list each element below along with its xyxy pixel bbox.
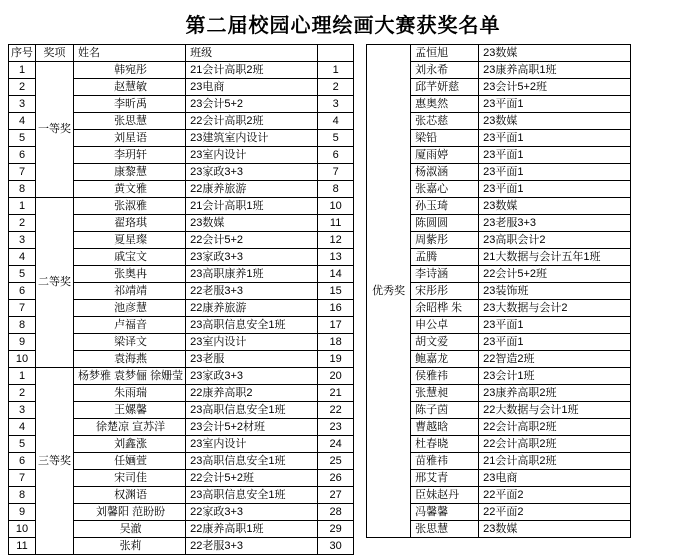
- cell-name: 刘永希: [411, 62, 479, 79]
- cell-class: 23建筑室内设计: [186, 130, 318, 147]
- cell-name: 梁译文: [74, 334, 186, 351]
- cell-class: 22会计高职2班: [479, 436, 631, 453]
- cell-name: 申公卓: [411, 317, 479, 334]
- cell-no: 1: [9, 62, 36, 79]
- cell-name: 孟腾: [411, 249, 479, 266]
- cell-name: 赵慧敏: [74, 79, 186, 96]
- cell-name: 臣妹赵丹: [411, 487, 479, 504]
- cell-name: 刘星语: [74, 130, 186, 147]
- cell-class: 23数媒: [479, 521, 631, 538]
- cell-name: 余昭桦 朱: [411, 300, 479, 317]
- cell-prize-category: 三等奖: [36, 368, 74, 555]
- cell-class: 23平面1: [479, 96, 631, 113]
- cell-class: 23数媒: [479, 45, 631, 62]
- cell-index: 2: [318, 79, 354, 96]
- cell-name: 池彦慧: [74, 300, 186, 317]
- cell-name: 张淑雅: [74, 198, 186, 215]
- cell-index: 16: [318, 300, 354, 317]
- cell-name: 张思慧: [411, 521, 479, 538]
- cell-name: 康黎慧: [74, 164, 186, 181]
- cell-name: 李玥轩: [74, 147, 186, 164]
- cell-no: 1: [9, 368, 36, 385]
- cell-no: 3: [9, 96, 36, 113]
- cell-name: 侯雅祎: [411, 368, 479, 385]
- cell-index: 22: [318, 402, 354, 419]
- cell-no: 3: [9, 232, 36, 249]
- cell-no: 10: [9, 521, 36, 538]
- cell-name: 惠奥然: [411, 96, 479, 113]
- cell-no: 5: [9, 436, 36, 453]
- cell-class: 23平面1: [479, 130, 631, 147]
- cell-name: 黄文雅: [74, 181, 186, 198]
- cell-name: 杨梦雅 袁梦俪 徐姗莹: [74, 368, 186, 385]
- cell-class: 23平面1: [479, 147, 631, 164]
- cell-class: 23老服: [186, 351, 318, 368]
- cell-index: 4: [318, 113, 354, 130]
- cell-class: 22康养旅游: [186, 181, 318, 198]
- cell-class: 23高职信息安全1班: [186, 402, 318, 419]
- cell-name: 刘馨阳 范盼盼: [74, 504, 186, 521]
- cell-no: 4: [9, 249, 36, 266]
- cell-name: 冯馨馨: [411, 504, 479, 521]
- cell-index: 21: [318, 385, 354, 402]
- cell-name: 张芯慈: [411, 113, 479, 130]
- table-row: [9, 62, 354, 79]
- cell-no: 5: [9, 266, 36, 283]
- cell-name: 朱雨瑞: [74, 385, 186, 402]
- cell-name: 王嫘馨: [74, 402, 186, 419]
- cell-no: 3: [9, 402, 36, 419]
- cell-class: 22老服3+3: [186, 538, 318, 555]
- cell-prize-category: 二等奖: [36, 198, 74, 368]
- cell-class: 23家政3+3: [186, 249, 318, 266]
- awards-table-right: [366, 44, 631, 538]
- cell-index: 20: [318, 368, 354, 385]
- cell-class: 23高职会计2: [479, 232, 631, 249]
- cell-name: 张慧昶: [411, 385, 479, 402]
- cell-no: 2: [9, 385, 36, 402]
- cell-no: 5: [9, 130, 36, 147]
- cell-index: 10: [318, 198, 354, 215]
- cell-index: 15: [318, 283, 354, 300]
- cell-class: 23电商: [186, 79, 318, 96]
- cell-class: 23高职信息安全1班: [186, 453, 318, 470]
- cell-class: 23家政3+3: [186, 164, 318, 181]
- column-header: 序号: [9, 45, 36, 62]
- cell-class: 23室内设计: [186, 334, 318, 351]
- cell-name: 厦雨婷: [411, 147, 479, 164]
- cell-class: 23会计5+2材班: [186, 419, 318, 436]
- table-row: [9, 198, 354, 215]
- cell-class: 23大数据与会计2: [479, 300, 631, 317]
- cell-class: 23室内设计: [186, 147, 318, 164]
- cell-index: 19: [318, 351, 354, 368]
- cell-class: 23平面1: [479, 334, 631, 351]
- cell-prize-category: 一等奖: [36, 62, 74, 198]
- cell-class: 22平面2: [479, 504, 631, 521]
- cell-name: 孙玉琦: [411, 198, 479, 215]
- cell-name: 卢福音: [74, 317, 186, 334]
- cell-name: 权渊语: [74, 487, 186, 504]
- cell-class: 23康养高职1班: [479, 62, 631, 79]
- cell-no: 11: [9, 538, 36, 555]
- cell-no: 2: [9, 215, 36, 232]
- cell-name: 夏星璨: [74, 232, 186, 249]
- cell-name: 宋彤彤: [411, 283, 479, 300]
- cell-index: 24: [318, 436, 354, 453]
- cell-name: 张奥冉: [74, 266, 186, 283]
- cell-index: 3: [318, 96, 354, 113]
- cell-name: 孟恒旭: [411, 45, 479, 62]
- cell-name: 袁海燕: [74, 351, 186, 368]
- cell-index: 17: [318, 317, 354, 334]
- cell-no: 10: [9, 351, 36, 368]
- cell-name: 鲍嘉龙: [411, 351, 479, 368]
- cell-class: 23会计5+2班: [479, 79, 631, 96]
- cell-name: 邢艾青: [411, 470, 479, 487]
- cell-class: 21大数据与会计五年1班: [479, 249, 631, 266]
- cell-no: 9: [9, 334, 36, 351]
- cell-index: 18: [318, 334, 354, 351]
- cell-class: 22平面2: [479, 487, 631, 504]
- cell-class: 23会计5+2: [186, 96, 318, 113]
- cell-name: 曹越晗: [411, 419, 479, 436]
- cell-index: 11: [318, 215, 354, 232]
- cell-index: 1: [318, 62, 354, 79]
- table-row: [367, 45, 631, 62]
- cell-no: 8: [9, 487, 36, 504]
- cell-class: 23平面1: [479, 164, 631, 181]
- cell-class: 22会计5+2: [186, 232, 318, 249]
- cell-no: 7: [9, 470, 36, 487]
- cell-name: 梁铅: [411, 130, 479, 147]
- page-title: 第二届校园心理绘画大赛获奖名单: [185, 15, 501, 37]
- cell-class: 22康养旅游: [186, 300, 318, 317]
- cell-no: 1: [9, 198, 36, 215]
- cell-name: 吴澈: [74, 521, 186, 538]
- cell-class: 22会计高职2班: [186, 113, 318, 130]
- column-header: 奖项: [36, 45, 74, 62]
- cell-class: 22会计5+2班: [479, 266, 631, 283]
- cell-index: 5: [318, 130, 354, 147]
- cell-prize-category: 优秀奖: [367, 45, 411, 538]
- cell-name: 周紫彤: [411, 232, 479, 249]
- cell-index: 30: [318, 538, 354, 555]
- cell-no: 4: [9, 113, 36, 130]
- cell-index: 8: [318, 181, 354, 198]
- cell-no: 2: [9, 79, 36, 96]
- cell-name: 宋司佳: [74, 470, 186, 487]
- cell-no: 7: [9, 300, 36, 317]
- cell-name: 戚宝文: [74, 249, 186, 266]
- cell-class: 23高职信息安全1班: [186, 487, 318, 504]
- cell-index: 14: [318, 266, 354, 283]
- cell-name: 张思慧: [74, 113, 186, 130]
- cell-class: 23会计1班: [479, 368, 631, 385]
- cell-index: 25: [318, 453, 354, 470]
- cell-class: 23康养高职2班: [479, 385, 631, 402]
- cell-name: 杨淑涵: [411, 164, 479, 181]
- cell-class: 22康养高职2: [186, 385, 318, 402]
- cell-class: 23室内设计: [186, 436, 318, 453]
- table-header-row: [9, 45, 354, 62]
- cell-class: 21会计高职2班: [479, 453, 631, 470]
- cell-class: 23高职康养1班: [186, 266, 318, 283]
- cell-name: 刘鑫涨: [74, 436, 186, 453]
- cell-class: 21会计高职2班: [186, 62, 318, 79]
- cell-no: 7: [9, 164, 36, 181]
- cell-class: 22家政3+3: [186, 504, 318, 521]
- cell-class: 22智造2班: [479, 351, 631, 368]
- cell-index: 23: [318, 419, 354, 436]
- cell-index: 12: [318, 232, 354, 249]
- cell-no: 6: [9, 283, 36, 300]
- cell-index: 29: [318, 521, 354, 538]
- cell-class: 22大数据与会计1班: [479, 402, 631, 419]
- cell-name: 杜春晓: [411, 436, 479, 453]
- cell-class: 22会计高职2班: [479, 419, 631, 436]
- cell-name: 任婳萱: [74, 453, 186, 470]
- cell-name: 李昕禹: [74, 96, 186, 113]
- cell-class: 23数媒: [479, 198, 631, 215]
- cell-class: 23家政3+3: [186, 368, 318, 385]
- cell-index: 6: [318, 147, 354, 164]
- cell-class: 23老服3+3: [479, 215, 631, 232]
- cell-no: 8: [9, 317, 36, 334]
- cell-name: 韩宛彤: [74, 62, 186, 79]
- cell-class: 22康养高职1班: [186, 521, 318, 538]
- cell-name: 徐楚凉 宣苏洋: [74, 419, 186, 436]
- cell-class: 21会计高职1班: [186, 198, 318, 215]
- cell-name: 翟珞琪: [74, 215, 186, 232]
- cell-name: 苗雅祎: [411, 453, 479, 470]
- cell-class: 22老服3+3: [186, 283, 318, 300]
- cell-no: 9: [9, 504, 36, 521]
- cell-class: 23数媒: [479, 113, 631, 130]
- cell-index: 13: [318, 249, 354, 266]
- cell-class: 23电商: [479, 470, 631, 487]
- cell-name: 胡文爱: [411, 334, 479, 351]
- cell-name: 张嘉心: [411, 181, 479, 198]
- cell-no: 8: [9, 181, 36, 198]
- cell-no: 4: [9, 419, 36, 436]
- cell-no: 6: [9, 453, 36, 470]
- cell-name: 李诗涵: [411, 266, 479, 283]
- cell-name: 祁靖靖: [74, 283, 186, 300]
- cell-no: 6: [9, 147, 36, 164]
- column-header: 姓名: [74, 45, 186, 62]
- cell-index: 26: [318, 470, 354, 487]
- cell-name: 张莉: [74, 538, 186, 555]
- cell-class: 23平面1: [479, 317, 631, 334]
- cell-class: 22会计5+2班: [186, 470, 318, 487]
- cell-class: 23数媒: [186, 215, 318, 232]
- cell-name: 陈子茵: [411, 402, 479, 419]
- cell-name: 陈圆圆: [411, 215, 479, 232]
- cell-class: 23平面1: [479, 181, 631, 198]
- cell-index: 28: [318, 504, 354, 521]
- cell-name: 邱芊妍慈: [411, 79, 479, 96]
- column-header: [318, 45, 354, 62]
- column-header: 班级: [186, 45, 318, 62]
- table-row: [9, 368, 354, 385]
- awards-table-left: [8, 44, 354, 555]
- cell-class: 23装饰班: [479, 283, 631, 300]
- cell-class: 23高职信息安全1班: [186, 317, 318, 334]
- tables-container: [0, 44, 686, 555]
- cell-index: 27: [318, 487, 354, 504]
- cell-index: 7: [318, 164, 354, 181]
